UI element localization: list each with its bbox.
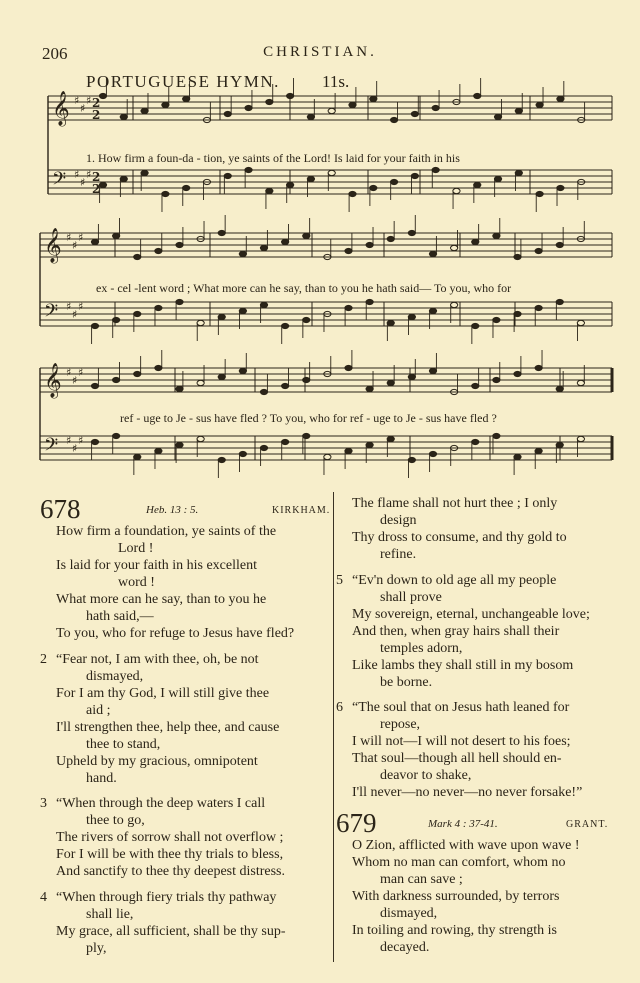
hymn-reference-678: Heb. 13 : 5. [146,504,199,516]
hymn-number-679: 679 [336,808,377,838]
note-head [577,320,584,325]
note-head [239,368,246,373]
note-head [218,374,225,379]
note-head [577,436,584,441]
note-head [113,377,120,382]
hymn-reference-679: Mark 4 : 37-41. [428,818,498,830]
sharp-icon: ♯ [72,442,78,455]
note-head [493,317,500,322]
note-head [451,302,458,307]
note-head [494,176,501,181]
sharp-icon: ♯ [74,168,80,181]
verse-line: How firm a foundation, ye saints of the [56,524,277,539]
note-head [155,305,162,310]
note-head [307,114,314,119]
sharp-icon: ♯ [78,366,84,379]
time-signature-icon: 2 [92,170,101,184]
verse-line: O Zion, afflicted with wave upon wave ! [352,838,580,853]
verse-line: To you, who for refuge to Jesus have fled? [56,626,295,641]
bass-clef-icon: 𝄢 [52,169,67,194]
note-head [432,105,439,110]
music-lyric-line-3: ref - uge to Je - sus have fled ? To you, who for ref - uge to Je - sus have fled ? [120,411,497,425]
verse-line: I will not—I will not desert to his foes; [352,734,571,749]
tune-meter: 11s. [322,72,350,91]
note-head [515,170,522,175]
sharp-icon: ♯ [66,300,72,313]
note-head [472,439,479,444]
note-head [260,445,267,450]
verse-line: And sanctify to thee thy deepest distress. [56,864,286,879]
note-head [557,96,564,101]
note-head [366,386,373,391]
note-head [387,236,394,241]
verse-line: I'll strengthen thee, help thee, and cause [56,720,280,735]
note-head [134,454,141,459]
hymn-tune-678: KIRKHAM. [272,505,331,516]
note-head [408,374,415,379]
verse-line: “When through the deep waters I call [56,796,266,811]
note-head [260,302,267,307]
note-head [239,451,246,456]
note-head [451,245,458,250]
note-head [515,108,522,113]
verse-line: hath said,— [86,609,154,624]
note-head [328,108,335,113]
verse-line: Is laid for your faith in his excellent [56,558,257,573]
note-head [556,386,563,391]
note-head [141,108,148,113]
note-head [303,233,310,238]
note-head [535,448,542,453]
column-divider [333,492,334,962]
note-head [260,389,267,394]
note-head [218,457,225,462]
note-head [197,380,204,385]
note-head [91,439,98,444]
verse-line: hand. [86,771,117,786]
note-head [176,242,183,247]
verse-line: word ! [118,575,155,590]
note-head [303,433,310,438]
note-head [493,377,500,382]
note-head [349,102,356,107]
note-head [387,380,394,385]
note-head [266,188,273,193]
note-head [429,251,436,256]
verse-line: “The soul that on Jesus hath leaned for [352,700,570,715]
note-head [113,233,120,238]
note-head [303,377,310,382]
note-head [99,182,106,187]
verse-line: Like lambs they shall still in my bosom [352,658,574,673]
verse-line: My grace, all sufficient, shall be thy sup- [56,924,286,939]
treble-clef-icon: 𝄞 [52,91,70,126]
note-head [514,454,521,459]
verse-line: “Ev'n down to old age all my people [352,573,557,588]
note-head [287,182,294,187]
verse-line: temples adorn, [380,641,463,656]
time-signature-icon: 2 [92,182,101,196]
note-head [453,188,460,193]
note-head [429,308,436,313]
tune-name: PORTUGUESE HYMN. [86,72,280,91]
verse-line: deavor to shake, [380,768,472,783]
note-head [535,365,542,370]
verse-line: “Fear not, I am with thee, oh, be not [56,652,259,667]
verse-line: And then, when gray hairs shall their [352,624,560,639]
sharp-icon: ♯ [86,94,92,107]
note-head [535,248,542,253]
note-head [224,173,231,178]
note-head [349,191,356,196]
note-head [366,442,373,447]
verse-line: Upheld by my gracious, omnipotent [56,754,258,769]
page-number: 206 [42,44,68,63]
note-head [408,457,415,462]
note-head [390,179,397,184]
note-head [408,230,415,235]
note-head [113,433,120,438]
note-head [176,442,183,447]
verse-line: For I will be with thee thy trials to bless, [56,847,284,862]
note-head [134,311,141,316]
note-head [474,182,481,187]
note-head [176,386,183,391]
note-head [99,93,106,98]
time-signature-icon: 2 [92,96,101,110]
note-head [411,111,418,116]
verse-line: “When through fiery trials thy pathway [56,890,277,905]
verse-number: 3 [40,796,47,811]
note-head [345,448,352,453]
note-head [260,245,267,250]
sharp-icon: ♯ [72,308,78,321]
note-head [134,371,141,376]
verse-line: That soul—though all hell should en- [352,751,562,766]
sharp-icon: ♯ [78,300,84,313]
sharp-icon: ♯ [74,94,80,107]
sharp-icon: ♯ [66,434,72,447]
hymn-tune-679: GRANT. [566,819,609,830]
note-head [536,102,543,107]
note-head [429,451,436,456]
verse-line: Thy dross to consume, and thy gold to [352,530,567,545]
sharp-icon: ♯ [66,231,72,244]
note-head [535,305,542,310]
note-head [282,439,289,444]
note-head [514,254,521,259]
note-head [577,380,584,385]
note-head [324,454,331,459]
verse-line: With darkness surrounded, by terrors [352,889,560,904]
note-head [472,239,479,244]
sharp-icon: ♯ [72,374,78,387]
verse-line: The flame shall not hurt thee ; I only [352,496,558,511]
verse-line: ply, [86,941,107,956]
verse-number: 4 [40,890,47,905]
note-head [345,248,352,253]
note-head [514,311,521,316]
verse-line: In toiling and rowing, thy strength is [352,923,557,938]
sharp-icon: ♯ [78,434,84,447]
treble-clef-icon: 𝄞 [44,228,62,263]
verse-line: design [380,513,417,528]
note-head [239,308,246,313]
note-head [183,185,190,190]
verse-number: 2 [40,652,47,667]
note-head [474,93,481,98]
note-head [390,117,397,122]
verse-line: repose, [380,717,421,732]
verse-line: shall lie, [86,907,134,922]
note-head [472,323,479,328]
verse-line: dismayed, [86,669,144,684]
note-head [91,323,98,328]
verse-line: thee to stand, [86,737,161,752]
note-head [287,93,294,98]
verse-number: 5 [336,573,343,588]
note-head [282,239,289,244]
verse-line: My sovereign, eternal, unchangeable love; [352,607,590,622]
note-head [411,173,418,178]
note-head [183,96,190,101]
note-head [557,185,564,190]
note-head [514,371,521,376]
verse-line: The rivers of sorrow shall not overflow ; [56,830,284,845]
verse-line: thee to go, [86,813,145,828]
note-head [387,436,394,441]
note-head [245,105,252,110]
note-head [432,167,439,172]
sharp-icon: ♯ [80,102,86,115]
note-head [218,314,225,319]
verse-line: I'll never—no never—no never forsake!” [352,785,583,800]
verse-line: decayed. [380,940,430,955]
note-head [282,383,289,388]
note-head [345,305,352,310]
note-head [218,230,225,235]
note-head [408,314,415,319]
verse-line: man can save ; [380,872,463,887]
sharp-icon: ♯ [80,176,86,189]
verse-line: dismayed, [380,906,438,921]
verse-line: aid ; [86,703,111,718]
note-head [224,111,231,116]
verse-line: For I am thy God, I will still give thee [56,686,270,701]
music-lyric-line-1: 1. How firm a foun-da - tion, ye saints of the Lord! Is laid for your faith in his [86,151,460,165]
verse-line: be borne. [380,675,433,690]
note-head [155,248,162,253]
running-title: CHRISTIAN. [263,44,377,60]
note-head [556,242,563,247]
note-head [245,167,252,172]
note-head [345,365,352,370]
note-head [155,448,162,453]
sharp-icon: ♯ [66,366,72,379]
note-head [472,383,479,388]
verse-line: refine. [380,547,417,562]
verse-number: 6 [336,700,343,715]
note-head [239,251,246,256]
note-head [113,317,120,322]
note-head [429,368,436,373]
note-head [370,96,377,101]
note-head [556,442,563,447]
note-head [162,102,169,107]
note-head [141,170,148,175]
note-head [91,239,98,244]
note-head [155,365,162,370]
note-head [266,99,273,104]
note-head [494,114,501,119]
note-head [176,299,183,304]
note-head [556,299,563,304]
note-head [366,299,373,304]
note-head [493,233,500,238]
verse-line: Lord ! [118,541,154,556]
note-head [197,436,204,441]
sharp-icon: ♯ [72,239,78,252]
note-head [536,191,543,196]
hymn-number-678: 678 [40,494,81,524]
note-head [134,254,141,259]
note-head [197,320,204,325]
note-head [91,383,98,388]
note-head [307,176,314,181]
note-head [328,170,335,175]
note-head [387,320,394,325]
note-head [120,176,127,181]
note-head [366,242,373,247]
verse-line: shall prove [380,590,442,605]
note-head [303,317,310,322]
time-signature-icon: 2 [92,108,101,122]
treble-clef-icon: 𝄞 [44,363,62,398]
bass-clef-icon: 𝄢 [44,301,59,326]
note-head [162,191,169,196]
sharp-icon: ♯ [78,231,84,244]
music-lyric-line-2: ex - cel -lent word ; What more can he say, than to you he hath said— To you, who for [96,281,512,295]
sharp-icon: ♯ [86,168,92,181]
note-head [370,185,377,190]
note-head [493,433,500,438]
bass-clef-icon: 𝄢 [44,435,59,460]
note-head [282,323,289,328]
verse-line: Whom no man can comfort, whom no [352,855,566,870]
verse-line: What more can he say, than to you he [56,592,267,607]
note-head [120,114,127,119]
